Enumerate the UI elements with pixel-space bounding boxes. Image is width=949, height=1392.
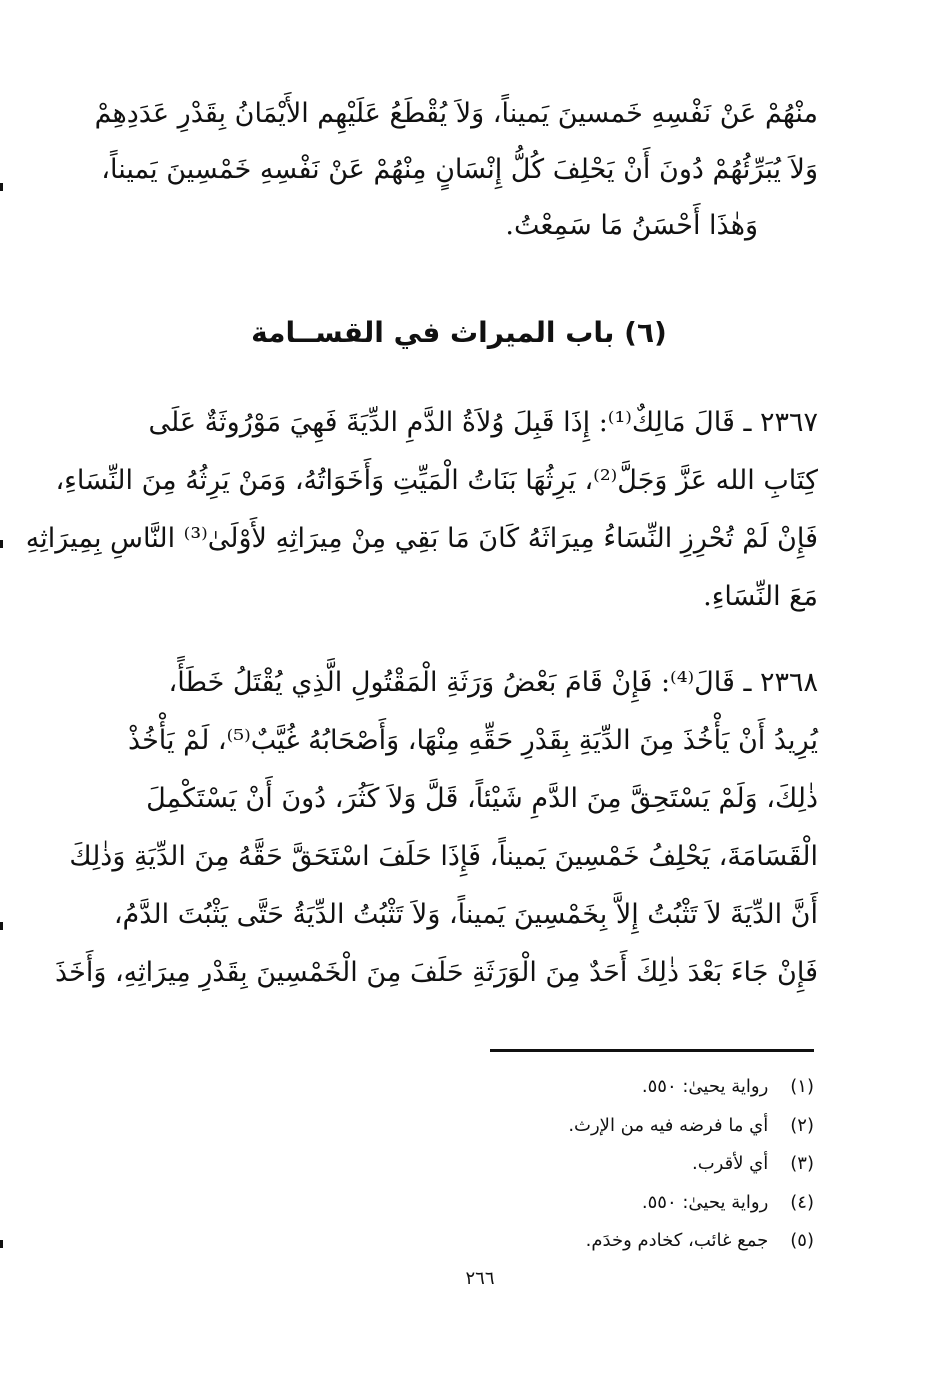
chapter-heading: (٦) باب الميراث في القســامة (251, 316, 667, 349)
footnote-text: جمع غائب، كخادم وخدَم. (585, 1230, 769, 1251)
paragraph-2367 (25, 394, 818, 626)
intro-line: وَهٰذَا أَحْسَنُ مَا سَمِعْتُ. (505, 210, 758, 241)
paragraph-line: ذٰلِكَ، وَلَمْ يَسْتَحِقَّ مِنَ الدَّمِ شَيْئاً، قَلَّ وَلاَ كَثُرَ، دُونَ أَنْ يَسْتَكْمِلَ (146, 783, 818, 814)
page-number: ٢٦٦ (465, 1268, 495, 1289)
footnote-item (300, 1222, 814, 1261)
footnote-number: (٥) (790, 1230, 814, 1251)
intro-line: منْهُمْ عَنْ نَفْسِهِ خَمسينَ يَميناً، وَلاَ يُقْطَعُ عَلَيْهِم الأَيْمَانُ بِقَدْرِ عَدَدِهِمْ (94, 98, 818, 129)
footnote-text: رواية يحيىٰ: ٥٥٠. (641, 1191, 769, 1213)
paragraph-line: أَنَّ الدِّيَةَ لاَ تَثْبُتُ إِلاَّ بِخَمْسِينَ يَميناً، وَلاَ تَثْبُتُ الدِّيَةُ حَتَّى يَثْبُتَ الدَّمُ، (113, 899, 818, 930)
footnote-text: أي ما فرضه فيه من الإرث. (568, 1114, 769, 1136)
paragraph-line: مَعَ النِّسَاءِ. (703, 581, 818, 612)
footnote-number: (٢) (790, 1114, 814, 1136)
footnote-item (300, 1068, 814, 1107)
scan-edge-mark (0, 922, 3, 930)
paragraph-2368 (54, 654, 818, 1002)
paragraph-line: يُرِيدُ أَنْ يَأْخُذَ مِنَ الدِّيَةِ بِقَدْرِ حَقِّهِ مِنْهَا، وَأَصْحَابُهُ غُيَّبٌ⁽⁵⁾، لَمْ يَأْخُذْ (127, 725, 818, 756)
paragraph-line: كِتَابِ الله عَزَّ وَجَلَّ⁽²⁾، يَرِثُهَا بَنَاتُ الْمَيِّتِ وَأَخَوَاتُهُ، وَمَنْ يَرِثُهُ مِنَ النِّسَاءِ، (55, 465, 818, 496)
intro-line: وَلاَ يُبَرِّئُهُمْ دُونَ أَنْ يَحْلِفَ كُلُّ إِنْسَانٍ مِنْهُمْ عَنْ نَفْسِهِ خَمْسِينَ يَميناً، (101, 154, 818, 185)
paragraph-line: ٢٣٦٧ ـ قَالَ مَالِكٌ⁽¹⁾: إِذَا قَبِلَ وُلاَةُ الدَّمِ الدِّيَةَ فَهِيَ مَوْرُوثَةٌ عَلَى (148, 407, 818, 438)
paragraph-line: ٢٣٦٨ ـ قَالَ⁽⁴⁾: فَإِنْ قَامَ بَعْضُ وَرَثَةِ الْمَقْتُولِ الَّذِي يُقْتَلُ خَطَأً، (168, 667, 818, 698)
paragraph-line: فَإِنْ جَاءَ بَعْدَ ذٰلِكَ أَحَدٌ مِنَ الْوَرَثَةِ حَلَفَ مِنَ الْخَمْسِينَ بِقَدْرِ مِيرَاثِهِ، وَأَخَذَ (54, 957, 818, 988)
footnote-text: رواية يحيىٰ: ٥٥٠. (641, 1076, 769, 1097)
footnote-number: (١) (790, 1076, 814, 1097)
intro-paragraph (94, 86, 818, 254)
footnote-item (300, 1184, 814, 1223)
footnote-number: (٤) (790, 1191, 814, 1213)
footnotes (300, 1068, 814, 1261)
footnote-item (300, 1145, 814, 1184)
paragraph-line: فَإِنْ لَمْ تُحْرِزِ النِّسَاءُ مِيرَاثَهُ كَانَ مَا بَقِي مِنْ مِيرَاثِهِ لأَوْلَىٰ⁽³⁾ النَّاسِ بِمِيرَاثِهِ (25, 523, 818, 554)
footnote-number: (٣) (790, 1153, 814, 1174)
footnote-item (300, 1107, 814, 1146)
scan-edge-mark (0, 540, 3, 548)
scan-edge-mark (0, 183, 3, 191)
scan-edge-mark (0, 1240, 3, 1248)
footnote-text: أي لأقرب. (691, 1153, 769, 1174)
paragraph-line: الْقَسَامَةَ، يَحْلِفُ خَمْسِينَ يَميناً، فَإِذَا حَلَفَ اسْتَحَقَّ حَقَّهُ مِنَ الدِّيَةِ وَذٰلِكَ (69, 841, 818, 872)
footnote-divider (490, 1049, 814, 1052)
